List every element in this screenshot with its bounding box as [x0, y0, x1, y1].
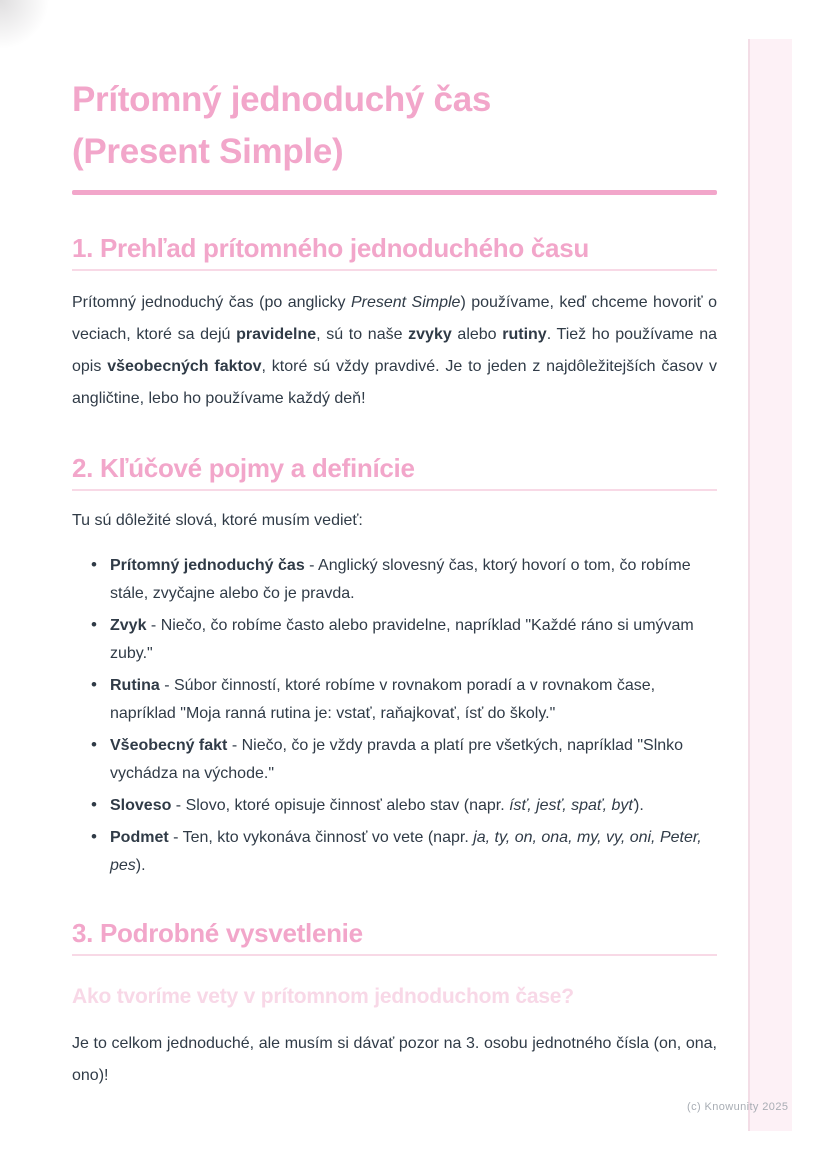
term-list-item: • Prítomný jednoduchý čas - Anglický slovesný čas, ktorý hovorí o tom, čo robíme stále, zvyčajne alebo čo je pravda. — [72, 552, 717, 608]
copyright-watermark: (c) Knowunity 2025 — [687, 1101, 789, 1113]
right-margin-strip — [748, 39, 792, 1131]
section-overview — [72, 227, 717, 415]
page-corner-shadow — [0, 0, 56, 56]
section-3-divider — [72, 954, 717, 956]
section-explanation — [72, 912, 717, 1092]
section-3-subheading: Ako tvoríme vety v prítomnom jednoduchom čase? — [72, 985, 574, 1008]
section-1-paragraph: Prítomný jednoduchý čas (po anglicky Present Simple) používame, keď chceme hovoriť o veciach, ktoré sa dejú pravidelne, sú to naše zvyky alebo rutiny. Tiež ho používame na opis všeobecných faktov, ktoré sú vždy pravdivé. Je to jeden z najdôležitejších časov v angličtine, lebo ho používame každý deň! — [72, 294, 718, 407]
term-list-item: • Zvyk - Niečo, čo robíme často alebo pravidelne, napríklad "Každé ráno si umývam zuby." — [72, 612, 717, 668]
term-list-item: • Rutina - Súbor činností, ktoré robíme v rovnakom poradí a v rovnakom čase, napríklad "Moja ranná rutina je: vstať, raňajkovať, ísť do školy." — [72, 672, 717, 728]
section-3-paragraph: Je to celkom jednoduché, ale musím si dávať pozor na 3. osobu jednotného čísla (on, ona, ono)! — [72, 1035, 717, 1084]
section-key-terms — [72, 447, 717, 880]
section-3-heading: 3. Podrobné vysvetlenie — [72, 918, 363, 948]
section-2-intro: Tu sú dôležité slová, ktoré musím vedieť: — [72, 512, 363, 529]
term-list-item: • Všeobecný fakt - Niečo, čo je vždy pravda a platí pre všetkých, napríklad "Slnko vychádza na východe." — [72, 732, 717, 788]
page-title: Prítomný jednoduchý čas (Present Simple) — [72, 80, 492, 171]
section-1-heading: 1. Prehľad prítomného jednoduchého času — [72, 233, 589, 263]
title-divider — [72, 190, 717, 195]
section-2-divider — [72, 489, 717, 491]
document-page — [72, 0, 717, 1092]
term-list-item: • Sloveso - Slovo, ktoré opisuje činnosť alebo stav (napr. ísť, jesť, spať, byť). — [72, 792, 717, 820]
section-2-heading: 2. Kľúčové pojmy a definície — [72, 453, 415, 483]
section-1-divider — [72, 269, 717, 271]
term-list — [72, 552, 717, 880]
term-list-item: • Podmet - Ten, kto vykonáva činnosť vo vete (napr. ja, ty, on, ona, my, vy, oni, Peter, pes). — [72, 824, 717, 880]
